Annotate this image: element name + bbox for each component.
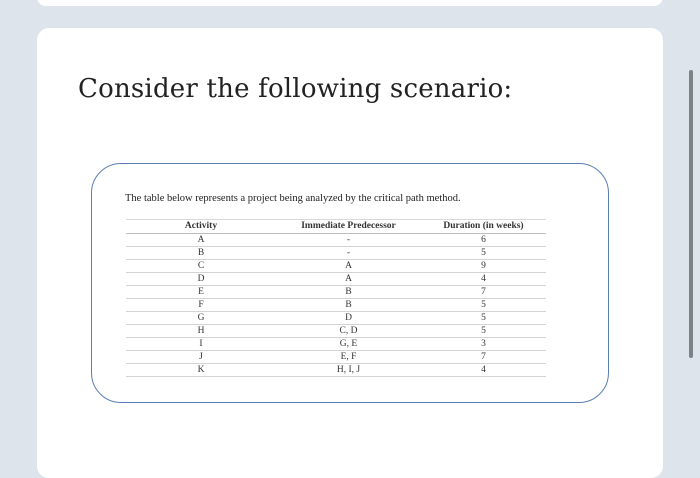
duration-cell: 4 [421,364,546,377]
duration-cell: 7 [421,351,546,364]
activity-cell: E [126,286,276,299]
scenario-intro-text: The table below represents a project being analyzed by the critical path method. [125,193,461,204]
activity-cell: A [126,234,276,247]
header-predecessor: Immediate Predecessor [276,220,421,234]
duration-cell: 4 [421,273,546,286]
activity-cell: D [126,273,276,286]
table-row [126,338,546,351]
predecessor-cell: E, F [276,351,421,364]
table-header-row [126,220,546,234]
duration-cell: 5 [421,312,546,325]
table-row [126,299,546,312]
table-row [126,325,546,338]
activity-cell: B [126,247,276,260]
activity-cell: F [126,299,276,312]
duration-cell: 7 [421,286,546,299]
table-row [126,273,546,286]
duration-cell: 5 [421,299,546,312]
predecessor-cell: A [276,273,421,286]
page-scrollbar[interactable] [689,70,693,358]
duration-cell: 5 [421,247,546,260]
predecessor-cell: A [276,260,421,273]
activity-cell: I [126,338,276,351]
activity-cell: J [126,351,276,364]
predecessor-cell: G, E [276,338,421,351]
duration-cell: 5 [421,325,546,338]
activity-cell: C [126,260,276,273]
predecessor-cell: B [276,299,421,312]
table-row [126,234,546,247]
table-row [126,247,546,260]
duration-cell: 6 [421,234,546,247]
duration-cell: 3 [421,338,546,351]
predecessor-cell: D [276,312,421,325]
predecessor-cell: B [276,286,421,299]
table-row [126,312,546,325]
table-row [126,364,546,377]
predecessor-cell: C, D [276,325,421,338]
table-row [126,260,546,273]
predecessor-cell: - [276,247,421,260]
previous-card [37,0,663,6]
page-title: Consider the following scenario: [78,74,513,104]
table-row [126,351,546,364]
activity-cell: H [126,325,276,338]
table-row [126,286,546,299]
activity-cell: G [126,312,276,325]
duration-cell: 9 [421,260,546,273]
header-duration: Duration (in weeks) [421,220,546,234]
predecessor-cell: - [276,234,421,247]
activity-cell: K [126,364,276,377]
header-activity: Activity [126,220,276,234]
predecessor-cell: H, I, J [276,364,421,377]
activity-table [126,219,546,377]
